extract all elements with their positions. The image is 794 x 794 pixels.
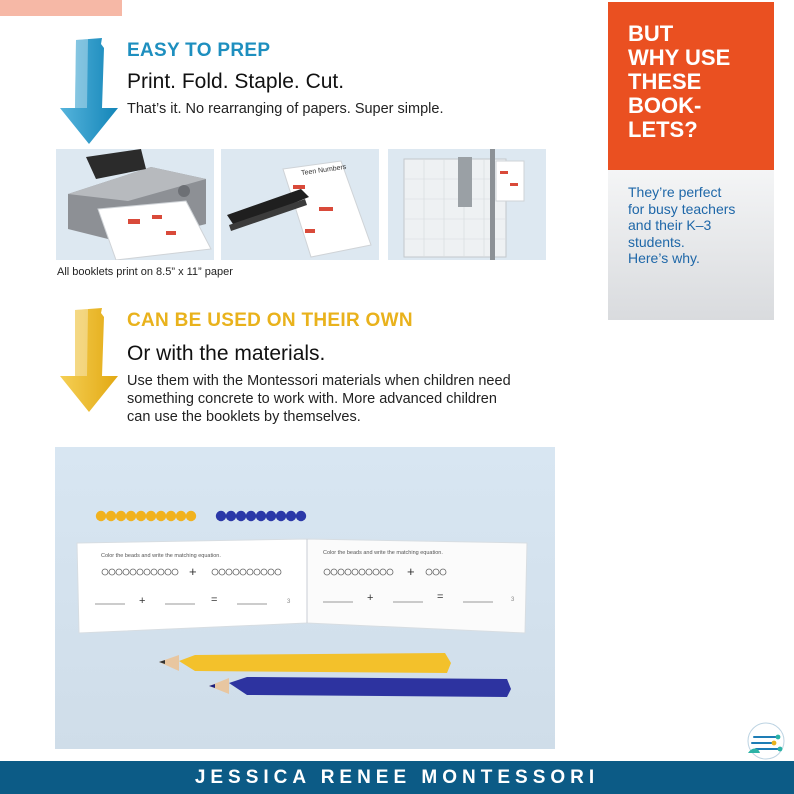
booklet-plus-sign: + [189,564,197,579]
sidebar-body-line: They’re perfect [628,184,722,200]
section2-subtitle: Or with the materials. [127,342,326,365]
golden-bead-bar [96,511,196,521]
section2-body-line: Use them with the Montessori materials when children need [127,373,511,389]
booklet-plus-sign: + [407,564,415,579]
sidebar-heading-line: BOOK- [628,93,702,118]
section1-subtitle: Print. Fold. Staple. Cut. [127,70,345,93]
blue-arrow-icon [58,38,118,144]
sidebar-heading-line: BUT [628,21,674,46]
section1-body: That’s it. No rearranging of papers. Super simple. [127,101,444,117]
sidebar-body-line: and their K–3 [628,217,712,233]
sidebar-body-line: students. [628,233,685,250]
stapler-photo [221,149,379,260]
brand-logo-icon [742,717,792,761]
sidebar-body-line: for busy teachers [628,200,736,217]
section2-body-line: can use the booklets by themselves. [127,409,361,425]
booklet-with-materials-photo [55,447,555,749]
booklet-instruction-right: Color the beads and write the matching equation. [323,550,443,556]
section2-title: CAN BE USED ON THEIR OWN [127,310,413,331]
section2-body [127,372,511,426]
booklet-plus-sign: + [367,592,374,604]
sidebar-heading-box [608,2,774,170]
mini-booklet-title: Teen Numbers [300,163,347,178]
footer-banner [0,761,794,794]
booklet-equals-sign: = [437,591,444,603]
section2-body-line: something concrete to work with. More advanced children [127,391,497,407]
sidebar-heading-line: THESE [628,69,702,94]
section1-title: EASY TO PREP [127,40,271,61]
paper-size-caption: All booklets print on 8.5” x 11” paper [57,266,233,278]
sidebar-heading-line: LETS? [628,117,698,142]
paper-cutter-photo [388,149,546,260]
footer-brand-name: JESSICA RENEE MONTESSORI [194,767,600,788]
booklet-equals-sign: = [211,594,218,606]
sidebar-callout [608,2,774,320]
sidebar-body [628,184,735,267]
sidebar-heading [628,22,730,142]
top-accent-bar [0,0,122,16]
booklet-page-number: 3 [511,597,515,603]
paper-cutter-illustration [388,149,546,260]
booklet-plus-sign: + [139,595,146,607]
booklet-page-number: 3 [287,599,291,605]
sidebar-heading-line: WHY USE [628,45,731,70]
printer-illustration [56,149,214,260]
booklet-instruction-left: Color the beads and write the matching equation. [101,553,221,559]
sidebar-body-line: Here’s why. [628,250,700,266]
printer-photo [56,149,214,260]
blue-bead-bar [216,511,306,521]
booklet-illustration [55,447,555,749]
yellow-arrow-icon [58,308,118,412]
stapler-illustration [221,149,379,260]
